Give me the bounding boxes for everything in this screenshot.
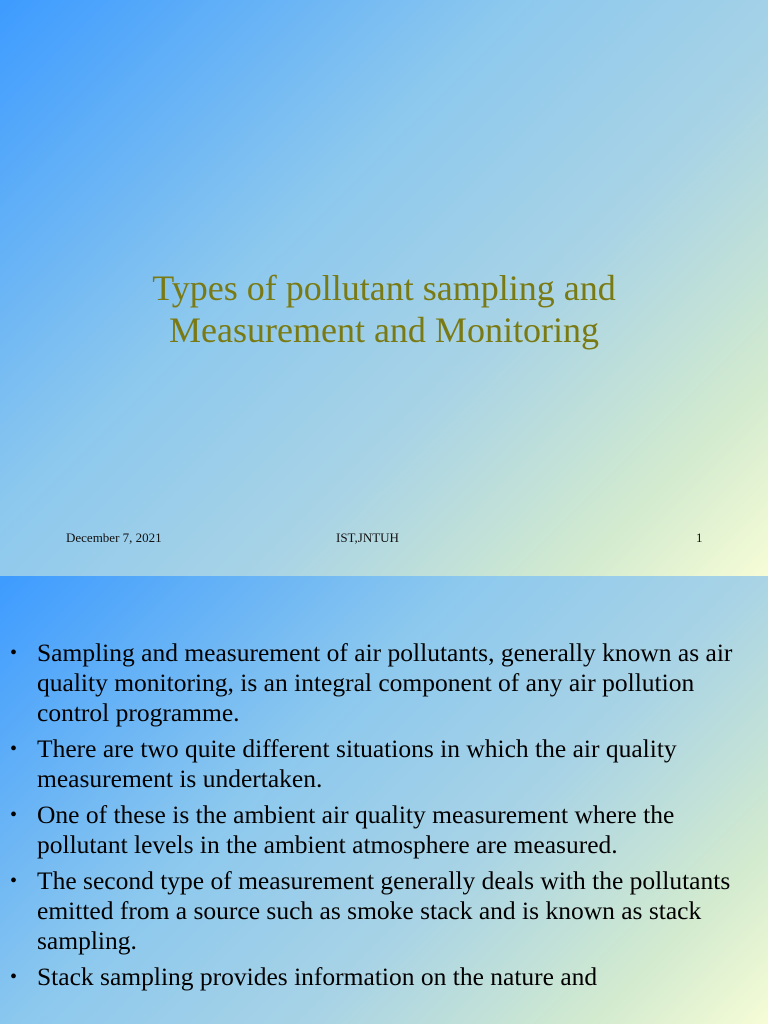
bullet-text: Sampling and measurement of air pollutants, generally known as air quality monitoring, is an integral component of any air pollution control programme. — [37, 638, 733, 727]
slide-title-line-2: Measurement and Monitoring — [169, 310, 599, 350]
footer-page-number: 1 — [696, 530, 703, 545]
bullet-text: The second type of measurement generally deals with the pollutants emitted from a source such as smoke stack and is known as stack sampling. — [37, 866, 731, 955]
bullet-item — [0, 734, 768, 794]
bullet-text: One of these is the ambient air quality measurement where the pollutant levels in the ambient atmosphere are measured. — [37, 800, 675, 859]
bullet-item — [0, 638, 768, 728]
bullet-text: Stack sampling provides information on the nature and — [37, 962, 598, 991]
bullet-icon: • — [10, 870, 18, 892]
slide-title-line-1: Types of pollutant sampling and — [152, 268, 616, 308]
bullet-list — [0, 638, 768, 998]
footer-organization: IST,JNTUH — [336, 530, 399, 545]
bullet-icon: • — [10, 738, 18, 760]
bullet-item — [0, 866, 768, 956]
bullet-icon: • — [10, 804, 18, 826]
footer-date: December 7, 2021 — [66, 530, 162, 545]
slide-2 — [0, 576, 768, 1024]
bullet-item — [0, 800, 768, 860]
bullet-icon: • — [10, 966, 18, 988]
slide-title — [0, 267, 768, 351]
bullet-text: There are two quite different situations in which the air quality measurement is undertaken. — [37, 734, 677, 793]
bullet-icon: • — [10, 642, 18, 664]
bullet-item — [0, 962, 768, 992]
